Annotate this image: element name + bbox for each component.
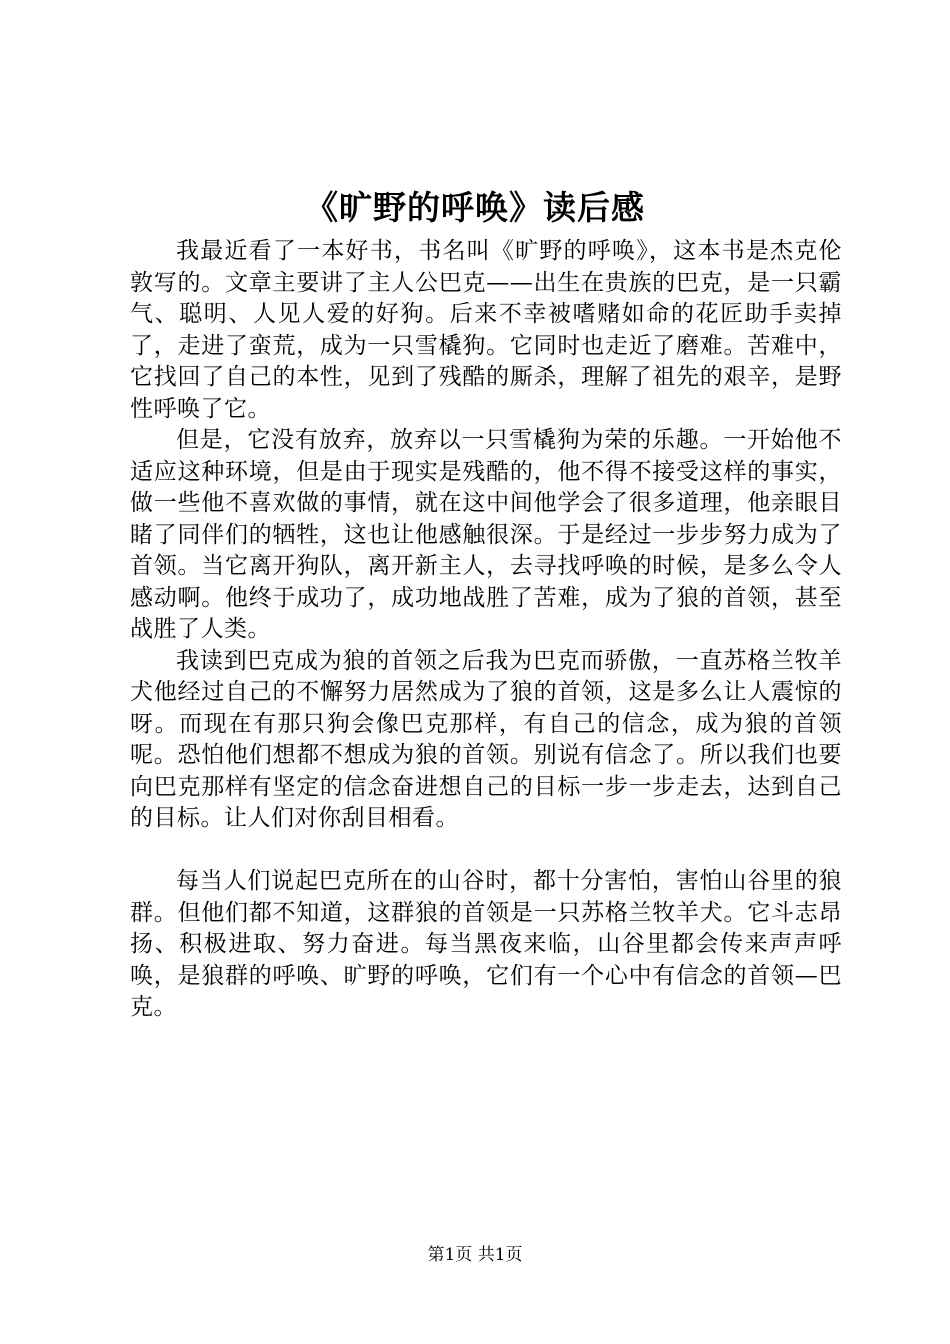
paragraph-1: 我最近看了一本好书，书名叫《旷野的呼唤》，这本书是杰克伦敦写的。文章主要讲了主人公巴克——出生在贵族的巴克，是一只霸气、聪明、人见人爱的好狗。后来不幸被嗜赌如命的花匠助手卖掉了，走进了蛮荒，成为一只雪橇狗。它同时也走近了磨难。苦难中，它找回了自己的本性，见到了残酷的厮杀，理解了祖先的艰辛，是野性呼唤了它。 — [130, 238, 842, 422]
paragraph-4: 每当人们说起巴克所在的山谷时，都十分害怕，害怕山谷里的狼群。但他们都不知道，这群狼的首领是一只苏格兰牧羊犬。它斗志昂扬、积极进取、努力奋进。每当黑夜来临，山谷里都会传来声声呼唤，是狼群的呼唤、旷野的呼唤，它们有一个心中有信念的首领—巴克。 — [130, 868, 842, 1020]
page-footer: 第1页 共1页 — [427, 1245, 523, 1265]
document-body — [130, 236, 842, 1024]
paragraph-3: 我读到巴克成为狼的首领之后我为巴克而骄傲，一直苏格兰牧羊犬他经过自己的不懈努力居然成为了狼的首领，这是多么让人震惊的呀。而现在有那只狗会像巴克那样，有自己的信念，成为狼的首领呢。恐怕他们想都不想成为狼的首领。别说有信念了。所以我们也要向巴克那样有坚定的信念奋进想自己的目标一步一步走去，达到自己的目标。让人们对你刮目相看。 — [130, 647, 842, 831]
paragraph-2: 但是，它没有放弃，放弃以一只雪橇狗为荣的乐趣。一开始他不适应这种环境，但是由于现实是残酷的，他不得不接受这样的事实，做一些他不喜欢做的事情，就在这中间他学会了很多道理，他亲眼目睹了同伴们的牺牲，这也让他感触很深。于是经过一步步努力成为了首领。当它离开狗队，离开新主人，去寻找呼唤的时候，是多么令人感动啊。他终于成功了，成功地战胜了苦难，成为了狼的首领，甚至战胜了人类。 — [130, 427, 842, 642]
document-title: 《旷野的呼唤》读后感 — [305, 188, 645, 227]
